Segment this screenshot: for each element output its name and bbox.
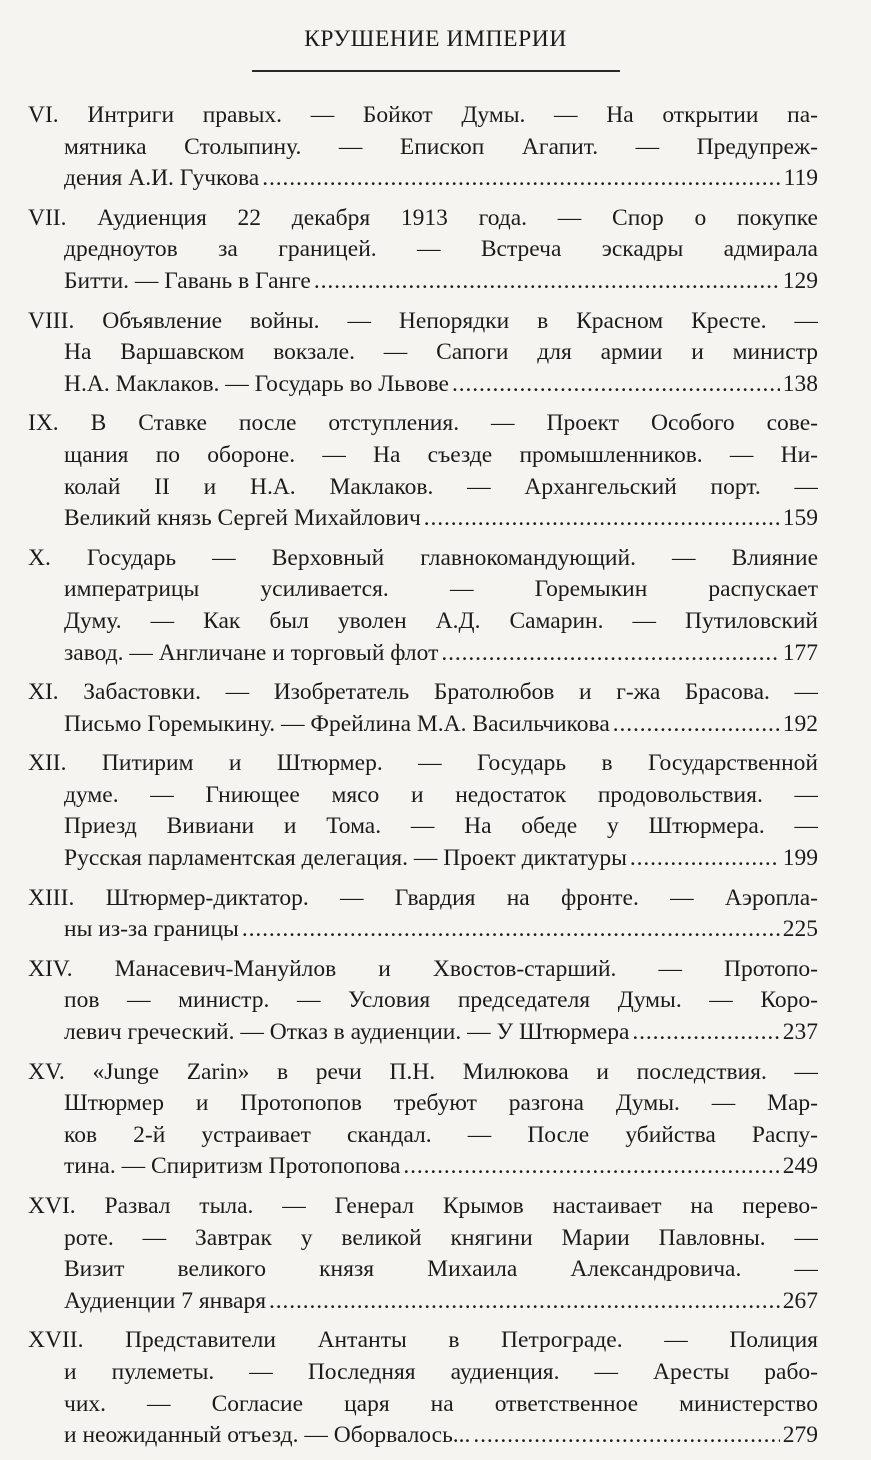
toc-entry-last-line xyxy=(28,1420,818,1452)
toc-entry xyxy=(28,677,818,740)
toc-entry-line: X. Государь — Верховный главнокомандующий. — Влияние xyxy=(28,544,818,571)
dot-leader xyxy=(613,709,780,741)
toc-entry-last-line xyxy=(28,163,818,195)
toc-entry-text: левич греческий. — Отказ в аудиенции. — У Штюрмера xyxy=(64,1019,630,1046)
toc-entry-last-line xyxy=(28,638,818,670)
toc-entry xyxy=(28,306,818,401)
dot-leader xyxy=(314,266,780,298)
table-of-contents xyxy=(28,100,818,1460)
dot-leader xyxy=(242,914,780,946)
toc-entry xyxy=(28,883,818,946)
toc-entry-line: ков 2-й устраивает скандал. — После убийства Распу- xyxy=(64,1121,818,1148)
toc-entry-line: щания по обороне. — На съезде промышленников. — Ни- xyxy=(64,441,818,468)
toc-entry-line: XIII. Штюрмер-диктатор. — Гвардия на фронте. — Аэропла- xyxy=(28,884,818,911)
toc-entry-text: и неожиданный отъезд. — Оборвалось... xyxy=(64,1422,471,1449)
toc-entry-line: мятника Столыпину. — Епископ Агапит. — Предупреж- xyxy=(64,133,818,160)
running-header: КРУШЕНИЕ ИМПЕРИИ xyxy=(304,26,567,52)
toc-page-number: 177 xyxy=(782,639,818,666)
toc-page-number: 192 xyxy=(782,710,818,737)
dot-leader xyxy=(424,503,780,535)
dot-leader xyxy=(632,1017,779,1049)
toc-page-number: 119 xyxy=(783,165,818,192)
toc-page-number: 225 xyxy=(782,916,818,943)
toc-entry xyxy=(28,954,818,1049)
toc-page-number: 249 xyxy=(782,1153,818,1180)
toc-entry-line: Штюрмер и Протопопов требуют разгона Думы. — Мар- xyxy=(64,1090,818,1117)
toc-entry xyxy=(28,1191,818,1317)
dot-leader xyxy=(269,1286,780,1318)
toc-entry-last-line xyxy=(28,369,818,401)
header-rule xyxy=(252,70,620,72)
toc-entry-text: Русская парламентская делегация. — Проект диктатуры xyxy=(64,845,627,872)
toc-page-number: 159 xyxy=(782,505,818,532)
toc-entry xyxy=(28,748,818,874)
toc-entry-line: колай II и Н.А. Маклаков. — Архангельский порт. — xyxy=(64,473,818,500)
dot-leader xyxy=(473,1420,779,1452)
toc-page-number: 237 xyxy=(782,1019,818,1046)
toc-entry-text: Письмо Горемыкину. — Фрейлина М.А. Васильчикова xyxy=(64,710,610,737)
toc-entry-last-line xyxy=(28,1151,818,1183)
toc-entry-line: пов — министр. — Условия председателя Думы. — Коро- xyxy=(64,987,818,1014)
toc-entry-line: чих. — Согласие царя на ответственное министерство xyxy=(64,1390,818,1417)
toc-entry-line: императрицы усиливается. — Горемыкин распускает xyxy=(64,576,818,603)
toc-entry xyxy=(28,1057,818,1183)
toc-page-number: 138 xyxy=(782,370,818,397)
toc-entry-line: Приезд Вивиани и Тома. — На обеде у Штюрмера. — xyxy=(64,813,818,840)
toc-entry-line: На Варшавском вокзале. — Сапоги для армии и министр xyxy=(64,339,818,366)
toc-entry-line: XI. Забастовки. — Изобретатель Братолюбов и г-жа Брасова. — xyxy=(28,679,818,706)
toc-entry-text: тина. — Спиритизм Протопопова xyxy=(64,1153,401,1180)
toc-entry-text: дения А.И. Гучкова xyxy=(64,165,260,192)
toc-entry-last-line xyxy=(28,914,818,946)
toc-entry-line: XII. Питирим и Штюрмер. — Государь в Государственной xyxy=(28,750,818,777)
toc-entry-line: Думу. — Как был уволен А.Д. Самарин. — Путиловский xyxy=(64,607,818,634)
toc-entry-line: IX. В Ставке после отступления. — Проект Особого сове- xyxy=(28,410,818,437)
toc-entry-line: и пулеметы. — Последняя аудиенция. — Аресты рабо- xyxy=(64,1358,818,1385)
toc-entry-last-line xyxy=(28,709,818,741)
toc-entry-line: Визит великого князя Михаила Александровича. — xyxy=(64,1256,818,1283)
toc-page-number: 129 xyxy=(782,267,818,294)
toc-entry-line: XVI. Развал тыла. — Генерал Крымов настаивает на перево- xyxy=(28,1193,818,1219)
toc-entry xyxy=(28,1325,818,1451)
toc-page-number: 267 xyxy=(782,1287,818,1314)
toc-entry-line: XIV. Манасевич-Мануйлов и Хвостов-старший. — Протопо- xyxy=(28,955,818,982)
toc-entry-line: думе. — Гниющее мясо и недостаток продовольствия. — xyxy=(64,781,818,808)
toc-entry-line: роте. — Завтрак у великой княгини Марии Павловны. — xyxy=(64,1224,818,1251)
toc-entry-last-line xyxy=(28,1286,818,1318)
toc-entry-last-line xyxy=(28,843,818,875)
dot-leader xyxy=(452,369,780,401)
toc-entry-text: завод. — Англичане и торговый флот xyxy=(64,639,439,666)
toc-entry-line: VI. Интриги правых. — Бойкот Думы. — На открытии па- xyxy=(28,102,818,128)
toc-entry-line: дредноутов за границей. — Встреча эскадры адмирала xyxy=(64,236,818,263)
toc-page-number: 199 xyxy=(782,845,818,872)
dot-leader xyxy=(630,843,780,875)
dot-leader xyxy=(441,638,779,670)
toc-entry-line: XVII. Представители Антанты в Петрограде. — Полиция xyxy=(28,1327,818,1354)
toc-entry-text: Н.А. Маклаков. — Государь во Львове xyxy=(64,370,449,397)
toc-entry-line: VII. Аудиенция 22 декабря 1913 года. — Спор о покупке xyxy=(28,204,818,231)
toc-entry xyxy=(28,543,818,669)
toc-entry-text: Аудиенции 7 января xyxy=(64,1287,266,1314)
dot-leader xyxy=(403,1151,779,1183)
toc-entry-text: Великий князь Сергей Михайлович xyxy=(64,505,421,532)
toc-entry-line: XV. «Junge Zarin» в речи П.Н. Милюкова и последствия. — xyxy=(28,1058,818,1085)
toc-entry-text: ны из-за границы xyxy=(64,916,239,943)
toc-entry-last-line xyxy=(28,266,818,298)
toc-entry-text: Битти. — Гавань в Ганге xyxy=(64,267,311,294)
toc-entry xyxy=(28,203,818,298)
toc-entry-last-line xyxy=(28,503,818,535)
toc-entry-line: VIII. Объявление войны. — Непорядки в Красном Кресте. — xyxy=(28,307,818,334)
dot-leader xyxy=(262,163,780,195)
toc-entry-last-line xyxy=(28,1017,818,1049)
toc-page-number: 279 xyxy=(782,1422,818,1449)
toc-entry xyxy=(28,100,818,195)
toc-entry xyxy=(28,408,818,534)
